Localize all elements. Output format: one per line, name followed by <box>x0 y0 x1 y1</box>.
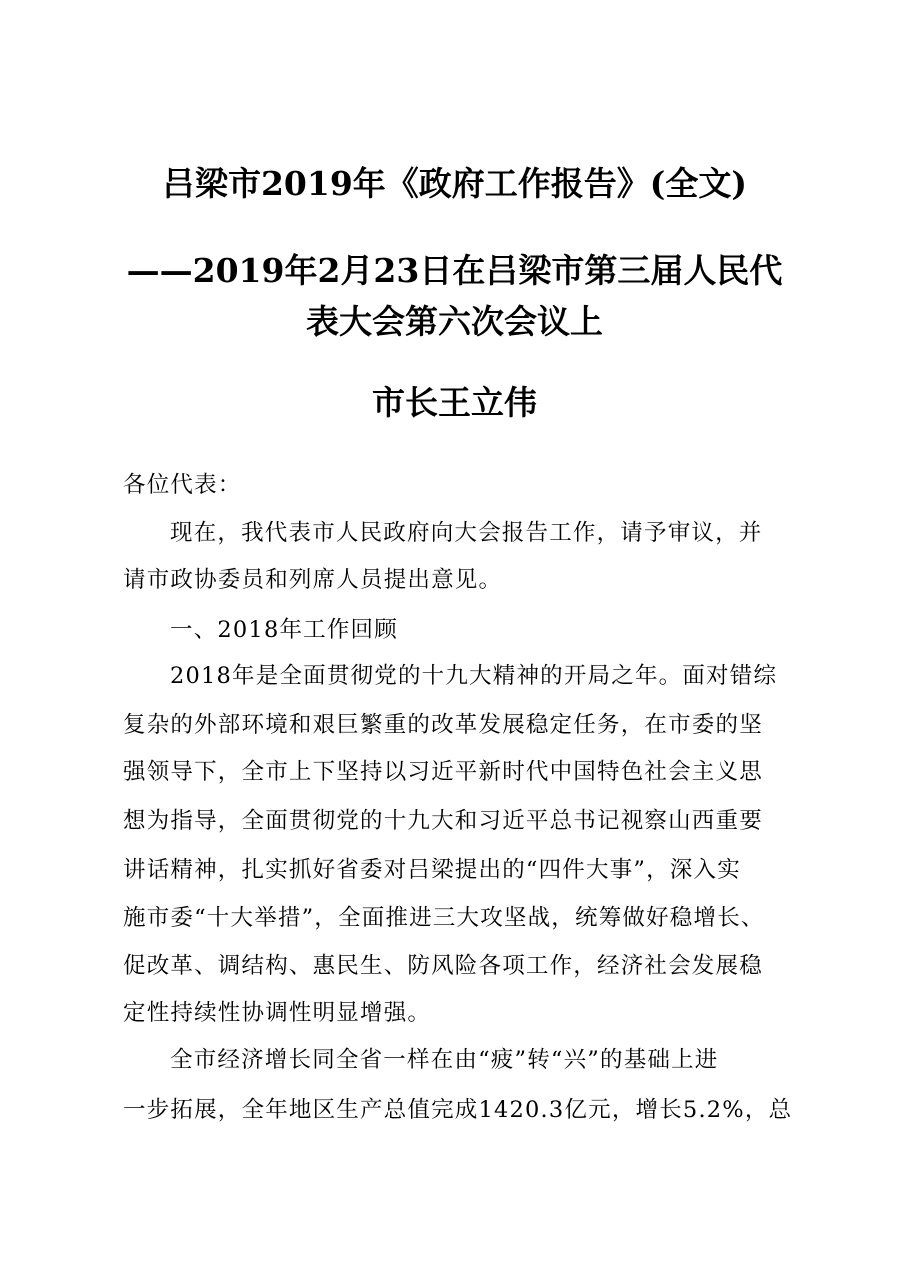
body-line: 强领导下，全市上下坚持以习近平新时代中国特色社会主义思 <box>123 759 763 785</box>
section-heading: 一、2018年工作回顾 <box>170 617 398 643</box>
body-line: 复杂的外部环境和艰巨繁重的改革发展稳定任务，在市委的坚 <box>123 712 763 738</box>
document-subtitle-line-2: 表大会第六次会议上 <box>306 302 603 341</box>
body-line: 想为指导，全面贯彻党的十九大和习近平总书记视察山西重要 <box>123 808 763 834</box>
document-speaker: 市长王立伟 <box>372 383 537 422</box>
body-line: 一步拓展，全年地区生产总值完成1420.3亿元，增长5.2%，总 <box>123 1097 793 1123</box>
body-line: 促改革、调结构、惠民生、防风险各项工作，经济社会发展稳 <box>123 953 763 979</box>
document-subtitle-line-1: ——2019年2月23日在吕梁市第三届人民代 <box>126 251 783 290</box>
body-line: 2018年是全面贯彻党的十九大精神的开局之年。面对错综 <box>170 663 778 689</box>
body-line: 请市政协委员和列席人员提出意见。 <box>123 567 503 593</box>
body-line: 定性持续性协调性明显增强。 <box>123 1000 432 1026</box>
body-line: 全市经济增长同全省一样在由“疲”转“兴”的基础上进 <box>170 1047 719 1073</box>
body-line: 施市委“十大举措”，全面推进三大攻坚战，统筹做好稳增长、 <box>123 905 765 931</box>
body-line: 讲话精神，扎实抓好省委对吕梁提出的“四件大事”，深入实 <box>123 857 741 883</box>
document-title: 吕梁市2019年《政府工作报告》(全文) <box>161 164 748 203</box>
salutation: 各位代表： <box>123 472 242 498</box>
body-line: 现在，我代表市人民政府向大会报告工作，请予审议，并 <box>170 520 763 546</box>
